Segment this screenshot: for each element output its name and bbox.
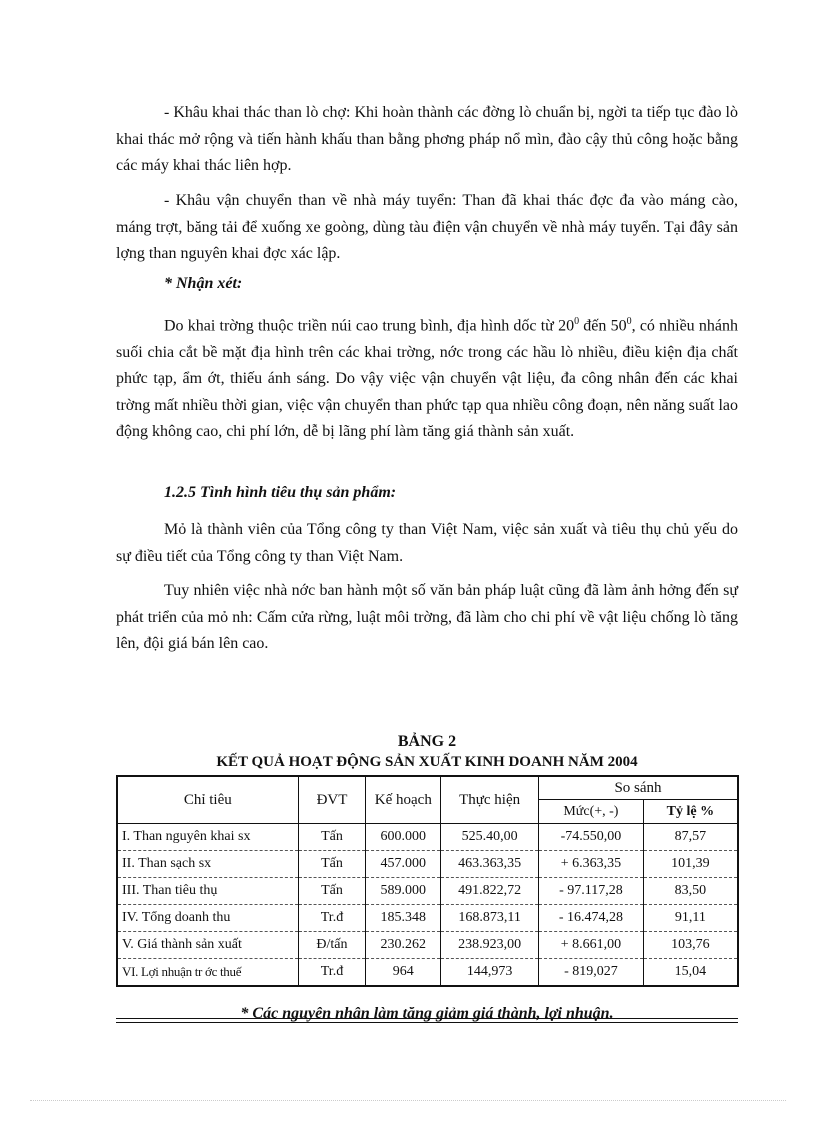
- degree-sup-2: 0: [626, 316, 632, 327]
- table-row: [117, 959, 738, 987]
- cell-ke-hoach: 457.000: [366, 851, 441, 878]
- header-chi-tieu: Chỉ tiêu: [117, 776, 298, 824]
- paragraph-nha-nuoc: Tuy nhiên việc nhà nớc ban hành một số văn bản pháp luật cũng đã làm ảnh hởng đến sự phát triển của mỏ nh: Cấm cửa rừng, luật môi trờng, đã làm cho chi phí về vật liệu chống lò tăng lên, đội giá bán lên cao.: [116, 582, 738, 652]
- results-table: [116, 775, 739, 987]
- cell-muc: + 8.661,00: [539, 932, 644, 959]
- paragraph-nhan-xet: [116, 309, 738, 446]
- cell-ke-hoach: 185.348: [366, 905, 441, 932]
- header-so-sanh: So sánh: [539, 776, 738, 800]
- nhan-xet-heading: * Nhận xét:: [164, 275, 243, 292]
- section-heading-tieu-thu: 1.2.5 Tình hình tiêu thụ sản phẩm:: [164, 484, 397, 501]
- header-muc: Mức(+, -): [539, 800, 644, 824]
- table-row: [117, 851, 738, 878]
- cell-muc: - 819,027: [539, 959, 644, 987]
- cell-muc: -74.550,00: [539, 824, 644, 851]
- cell-chi-tieu: II. Than sạch sx: [117, 851, 298, 878]
- table-row: [117, 824, 738, 851]
- table-row: [117, 878, 738, 905]
- table-title: KẾT QUẢ HOẠT ĐỘNG SẢN XUẤT KINH DOANH NĂM 2004: [216, 754, 638, 770]
- paragraph-van-chuyen: - Khâu vận chuyển than về nhà máy tuyển: Than đã khai thác đợc đa vào máng cào, máng trợt, băng tải để xuống xe goòng, dùng tàu điện vận chuyển về nhà máy tuyển. Tại đây sản lợng than nguyên khai đợc xác lập.: [116, 192, 738, 262]
- header-ty-le: Tỷ lệ %: [643, 800, 738, 824]
- paragraph-mo-thanh-vien: Mỏ là thành viên của Tổng công ty than Việt Nam, việc sản xuất và tiêu thụ chủ yếu do sự điều tiết của Tổng công ty than Việt Nam.: [116, 521, 738, 565]
- footer-rule-bottom: [116, 1022, 738, 1023]
- cell-muc: + 6.363,35: [539, 851, 644, 878]
- cell-chi-tieu: III. Than tiêu thụ: [117, 878, 298, 905]
- cell-thuc-hien: 491.822,72: [441, 878, 539, 905]
- cell-thuc-hien: 144,973: [441, 959, 539, 987]
- cell-ke-hoach: 600.000: [366, 824, 441, 851]
- paragraph-nhan-xet-part3: , có nhiều nhánh suối chia cắt bề mặt địa hình trên các khai trờng, nớc trong các hầu lò nhiều, điều kiện địa chất phức tạp, ẩm ớt, thiếu ánh sáng. Do vậy việc vận chuyển vật liệu, đa công nhân đến các khai trờng mất nhiều thời gian, việc vận chuyển than phức tạp qua nhiều công đoạn, nên năng suất lao động không cao, chi phí lớn, dễ bị lãng phí làm tăng giá thành sản xuất.: [116, 317, 739, 441]
- cell-chi-tieu: I. Than nguyên khai sx: [117, 824, 298, 851]
- degree-sup-1: 0: [574, 316, 580, 327]
- cell-ke-hoach: 964: [366, 959, 441, 987]
- cell-ty-le: 15,04: [643, 959, 738, 987]
- footer-heading: * Các nguyên nhân làm tăng giảm giá thành, lợi nhuận.: [240, 1005, 614, 1022]
- cell-ty-le: 91,11: [643, 905, 738, 932]
- cell-dvt: Tr.đ: [298, 959, 366, 987]
- header-thuc-hien: Thực hiện: [441, 776, 539, 824]
- cell-chi-tieu: V. Giá thành sản xuất: [117, 932, 298, 959]
- cell-muc: - 97.117,28: [539, 878, 644, 905]
- page-bottom-divider: [30, 1100, 786, 1101]
- cell-ty-le: 101,39: [643, 851, 738, 878]
- cell-ke-hoach: 230.262: [366, 932, 441, 959]
- cell-ty-le: 87,57: [643, 824, 738, 851]
- table-row: [117, 932, 738, 959]
- cell-dvt: Đ/tấn: [298, 932, 366, 959]
- cell-thuc-hien: 168.873,11: [441, 905, 539, 932]
- cell-dvt: Tấn: [298, 824, 366, 851]
- cell-ke-hoach: 589.000: [366, 878, 441, 905]
- cell-thuc-hien: 463.363,35: [441, 851, 539, 878]
- paragraph-lo-cho: - Khâu khai thác than lò chợ: Khi hoàn thành các đờng lò chuẩn bị, ngời ta tiếp tục đào lò khai thác mở rộng và tiến hành khấu than bằng phơng pháp nổ mìn, đào cậy thủ công hoặc bằng các máy khai thác liên hợp.: [116, 104, 738, 174]
- paragraph-nhan-xet-part2: đến 50: [579, 317, 627, 335]
- table-row: [117, 905, 738, 932]
- cell-dvt: Tr.đ: [298, 905, 366, 932]
- cell-chi-tieu: VI. Lợi nhuận tr ớc thuế: [117, 959, 298, 987]
- cell-dvt: Tấn: [298, 878, 366, 905]
- table-label: BẢNG 2: [397, 733, 457, 750]
- cell-ty-le: 103,76: [643, 932, 738, 959]
- header-dvt: ĐVT: [298, 776, 366, 824]
- header-ke-hoach: Kế hoạch: [366, 776, 441, 824]
- paragraph-nhan-xet-part1: Do khai trờng thuộc triền núi cao trung bình, địa hình dốc từ 20: [164, 317, 575, 335]
- cell-dvt: Tấn: [298, 851, 366, 878]
- cell-ty-le: 83,50: [643, 878, 738, 905]
- cell-chi-tieu: IV. Tổng doanh thu: [117, 905, 298, 932]
- cell-thuc-hien: 525.40,00: [441, 824, 539, 851]
- cell-muc: - 16.474,28: [539, 905, 644, 932]
- cell-thuc-hien: 238.923,00: [441, 932, 539, 959]
